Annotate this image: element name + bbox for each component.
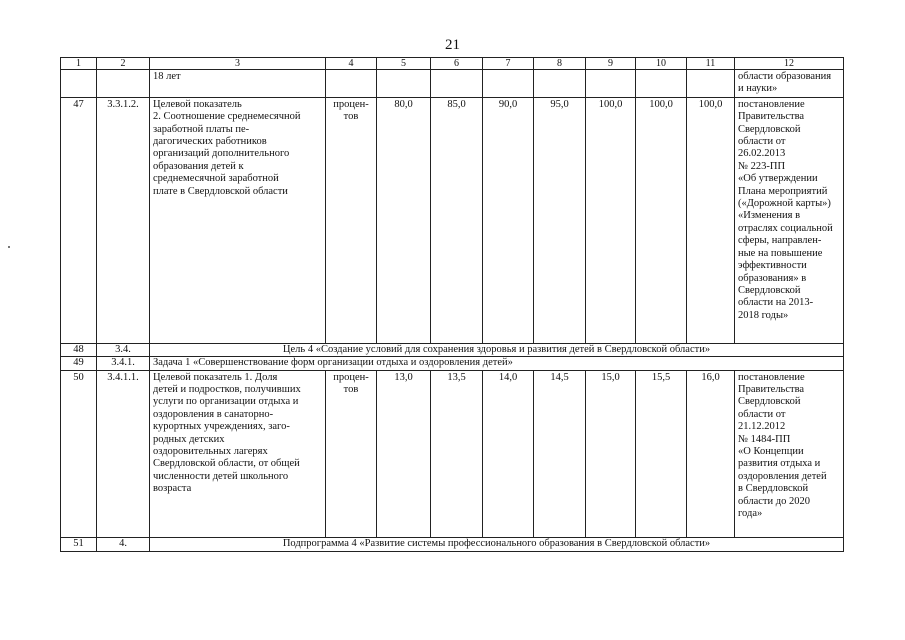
column-number: 6 — [431, 58, 483, 70]
row-number-cell: 51 — [61, 537, 97, 551]
value-cell: 100,0 — [636, 97, 687, 343]
table-row — [61, 70, 844, 98]
column-number: 3 — [150, 58, 326, 70]
column-number: 2 — [97, 58, 150, 70]
column-number: 1 — [61, 58, 97, 70]
table-row — [61, 357, 844, 370]
value-cell — [483, 70, 534, 98]
row-number-cell — [61, 70, 97, 98]
source-document-cell: постановление Правительства Свердловской области от 21.12.2012 № 1484-ПП «О Концепции развития отдыха и оздоровления детей в Свердловской области до 2020 года» — [735, 370, 844, 537]
column-number-row — [61, 58, 844, 70]
value-cell: 15,0 — [586, 370, 636, 537]
unit-cell: процен- тов — [326, 97, 377, 343]
column-number: 9 — [586, 58, 636, 70]
page-number: 21 — [445, 37, 460, 53]
value-cell: 95,0 — [534, 97, 586, 343]
value-cell — [534, 70, 586, 98]
row-number-cell: 47 — [61, 97, 97, 343]
value-cell — [377, 70, 431, 98]
value-cell: 14,5 — [534, 370, 586, 537]
table-row — [61, 537, 844, 551]
value-cell: 15,5 — [636, 370, 687, 537]
column-number: 5 — [377, 58, 431, 70]
value-cell: 100,0 — [586, 97, 636, 343]
value-cell: 85,0 — [431, 97, 483, 343]
section-heading-cell: Цель 4 «Создание условий для сохранения здоровья и развития детей в Свердловской области» — [150, 343, 844, 356]
value-cell — [326, 70, 377, 98]
value-cell: 13,5 — [431, 370, 483, 537]
row-number-cell: 50 — [61, 370, 97, 537]
scan-speck — [8, 246, 10, 248]
column-number: 12 — [735, 58, 844, 70]
table-row — [61, 370, 844, 537]
code-cell — [97, 70, 150, 98]
code-cell: 4. — [97, 537, 150, 551]
value-cell: 14,0 — [483, 370, 534, 537]
indicator-name-cell: Целевой показатель 2. Соотношение среднемесячной заработной платы пе- дагогических работников организаций дополнительного образования детей к среднемесячной заработной плате в Свердловской области — [150, 97, 326, 343]
column-number: 8 — [534, 58, 586, 70]
column-number: 7 — [483, 58, 534, 70]
row-number-cell: 49 — [61, 357, 97, 370]
indicator-name-cell: 18 лет — [150, 70, 326, 98]
unit-cell: процен- тов — [326, 370, 377, 537]
table-row — [61, 97, 844, 343]
value-cell: 100,0 — [687, 97, 735, 343]
column-number: 11 — [687, 58, 735, 70]
indicator-name-cell: Целевой показатель 1. Доля детей и подростков, получивших услуги по организации отдыха и оздоровления в санаторно- курортных учреждениях, заго- родных детских оздоровительных лагерях Свердловской области, от общей численности детей школьного возраста — [150, 370, 326, 537]
code-cell: 3.3.1.2. — [97, 97, 150, 343]
column-number: 10 — [636, 58, 687, 70]
column-number: 4 — [326, 58, 377, 70]
value-cell: 80,0 — [377, 97, 431, 343]
code-cell: 3.4.1. — [97, 357, 150, 370]
value-cell: 90,0 — [483, 97, 534, 343]
value-cell — [586, 70, 636, 98]
value-cell — [636, 70, 687, 98]
value-cell: 13,0 — [377, 370, 431, 537]
source-document-cell: постановление Правительства Свердловской области от 26.02.2013 № 223-ПП «Об утверждении Плана мероприятий («Дорожной карты») «Изменения в отраслях социальной сферы, направлен- ные на повышение эффективности образования» в Свердловской области на 2013- 2018 годы» — [735, 97, 844, 343]
row-number-cell: 48 — [61, 343, 97, 356]
code-cell: 3.4. — [97, 343, 150, 356]
section-heading-cell: Подпрограмма 4 «Развитие системы профессионального образования в Свердловской области» — [150, 537, 844, 551]
table-row — [61, 343, 844, 356]
code-cell: 3.4.1.1. — [97, 370, 150, 537]
value-cell: 16,0 — [687, 370, 735, 537]
source-document-cell: области образования и науки» — [735, 70, 844, 98]
value-cell — [687, 70, 735, 98]
indicators-table — [60, 57, 844, 552]
value-cell — [431, 70, 483, 98]
section-heading-cell: Задача 1 «Совершенствование форм организации отдыха и оздоровления детей» — [150, 357, 844, 370]
